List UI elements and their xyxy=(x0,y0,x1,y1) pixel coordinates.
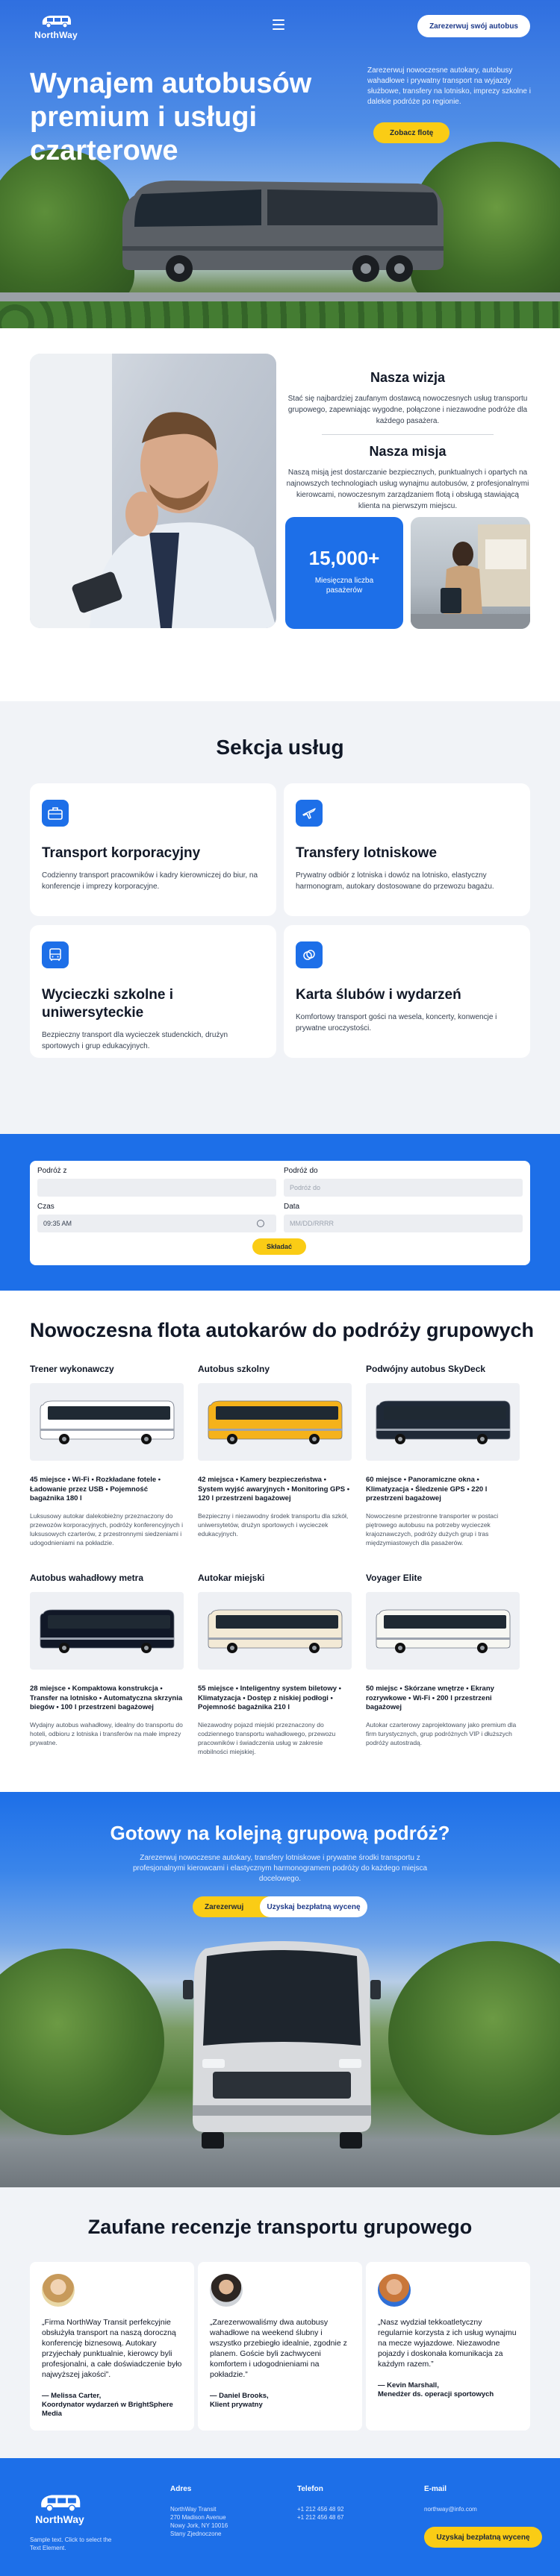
review-author: — Melissa Carter, Koordynator wydarzeń w BrightSphere Media xyxy=(42,2392,173,2418)
service-description: Komfortowy transport gości na wesela, koncerty, konwencje i prywatne uroczystości. xyxy=(296,1013,497,1032)
footer-email-head: E-mail xyxy=(424,2485,447,2493)
logo-text: NorthWay xyxy=(34,29,78,40)
service-title: Wycieczki szkolne i uniwersyteckie xyxy=(42,987,174,1021)
fleet-description: Autokar czarterowy zaprojektowany jako premium dla firm turystycznych, grup podróżnych VIP i dłuższych podróży autostradą. xyxy=(366,1720,517,1746)
fleet-description: Niezawodny pojazd miejski przeznaczony do codziennego transportu wahadłowego, przewozu pracowników i świadczenia usług w zakresie mobilności miejskiej. xyxy=(198,1720,336,1755)
logo[interactable] xyxy=(30,13,82,40)
footer-address-head: Adres xyxy=(170,2485,192,2493)
review-text: „Zarezerwowaliśmy dwa autobusy wahadłowe na weekend ślubny i wszystko przebiegło idealnie, zgodnie z planem. Goście byli zachwyceni komfortem i udogodnieniami na pokładzie.” xyxy=(210,2318,347,2379)
trees-left xyxy=(0,1949,164,2135)
review-card xyxy=(198,2262,362,2431)
review-author: — Daniel Brooks, Klient prywatny xyxy=(210,2392,269,2409)
to-input[interactable] xyxy=(284,1179,523,1197)
cta-title: Gotowy na kolejną grupową podróż? xyxy=(110,1822,450,1844)
fleet-name: Voyager Elite xyxy=(366,1573,423,1583)
footer-address-line: Stany Zjednoczone xyxy=(170,2530,222,2537)
footer-address-line: Nowy Jork, NY 10016 xyxy=(170,2522,228,2529)
fleet-description: Nowoczesne przestronne transporter w postaci piętrowego autobusu na potrzeby wycieczek krajoznawczych, podróży dużych grup i tras międzymiastowych dla pasażerów. xyxy=(366,1511,499,1546)
footer-phone-line[interactable]: +1 212 456 48 92 xyxy=(297,2506,344,2513)
fleet-item[interactable] xyxy=(198,1573,352,1756)
stat-number: 15,000+ xyxy=(308,547,380,569)
mission-title: Nasza misja xyxy=(369,444,447,459)
mission-text: Naszą misją jest dostarczanie bezpiecznych, punktualnych i opartych na najnowszych technologiach usług wynajmu autobusów, z profesjonalnymi kierowcami, nowoczesnym zarządzaniem flotą i obsługą stawiającą klienta na pierwszym miejscu. xyxy=(286,468,529,510)
fleet-specs: 28 miejsce • Kompaktowa konstrukcja • Transfer na lotnisko • Automatyczna skrzynia biegów • 100 l przestrzeni bagażowej xyxy=(30,1685,183,1711)
services-title: Sekcja usług xyxy=(216,736,344,759)
hero-title: Wynajem autobusów premium i usługi czarterowe xyxy=(30,68,312,166)
footer xyxy=(0,2458,560,2576)
fleet-description: Bezpieczny i niezawodny środek transportu dla szkół, uniwersytetów, drużyn sportowych i wycieczek edukacyjnych. xyxy=(198,1511,349,1538)
service-title: Karta ślubów i wydarzeń xyxy=(296,987,461,1003)
fleet-name: Autobus szkolny xyxy=(198,1364,270,1374)
hamburger-menu-icon[interactable] xyxy=(273,19,284,30)
fleet-item[interactable] xyxy=(30,1364,184,1547)
avatar xyxy=(378,2274,411,2307)
clock-icon[interactable] xyxy=(257,1220,264,1227)
top-navigation xyxy=(0,0,560,52)
fleet-bus-image xyxy=(30,1383,184,1461)
fleet-specs: 50 miejsc • Skórzane wnętrze • Ekrany rozrywkowe • Wi-Fi • 200 l przestrzeni bagażowej xyxy=(366,1685,494,1711)
footer-address xyxy=(170,2485,228,2538)
review-card xyxy=(30,2262,194,2431)
fleet-title: Nowoczesna flota autokarów do podróży grupowych xyxy=(30,1319,535,1341)
footer-address-line: NorthWay Transit xyxy=(170,2506,217,2513)
reviews-section xyxy=(0,2187,560,2458)
hero-side xyxy=(367,66,535,143)
from-label: Podróż z xyxy=(37,1167,67,1175)
service-description: Prywatny odbiór z lotniska i dowóz na lotnisko, elastyczny harmonogram, autokary dostosowane do przewozu bagażu. xyxy=(296,871,494,891)
fleet-name: Trener wykonawczy xyxy=(30,1364,114,1374)
footer-phone-line[interactable]: +1 212 456 48 67 xyxy=(297,2514,344,2521)
fleet-bus-image xyxy=(366,1592,520,1670)
footer-phone xyxy=(297,2485,344,2522)
hedge xyxy=(0,301,560,328)
fleet-bus-image xyxy=(198,1592,352,1670)
fleet-description: Wydajny autobus wahadłowy, idealny do transportu do hoteli, odbioru z lotniska i transferów na małe imprezy prywatne. xyxy=(30,1720,183,1746)
booking-form xyxy=(30,1161,530,1265)
fleet-bus-image xyxy=(30,1592,184,1670)
cta-buttons xyxy=(193,1896,367,1917)
vision-title: Nasza wizja xyxy=(370,370,446,385)
bus-icon xyxy=(42,941,69,968)
fleet-name: Podwójny autobus SkyDeck xyxy=(366,1364,486,1374)
fleet-specs: 60 miejsce • Panoramiczne okna • Klimatyzacja • Śledzenie GPS • 220 l przestrzeni bagażowej xyxy=(366,1476,488,1502)
fleet-item[interactable] xyxy=(198,1364,352,1538)
time-input[interactable] xyxy=(37,1215,276,1232)
vision-text: Stać się najbardziej zaufanym dostawcą nowoczesnych usług transportu grupowego, zapewniając wygodne, połączone i niezawodne podróże dla każdego pasażera. xyxy=(287,395,528,425)
passenger-photo xyxy=(411,517,530,629)
vision-mission-text xyxy=(285,361,530,512)
footer-phone-head: Telefon xyxy=(297,2485,323,2493)
avatar xyxy=(42,2274,75,2307)
submit-booking-button[interactable]: Składać xyxy=(252,1238,306,1255)
stat-label: Miesięczna liczba pasażerów xyxy=(314,577,374,595)
hero-section xyxy=(0,0,560,328)
cta-quote-button[interactable]: Uzyskaj bezpłatną wycenę xyxy=(260,1896,367,1917)
service-card-school[interactable] xyxy=(30,925,276,1058)
rings-icon xyxy=(296,941,323,968)
booking-section xyxy=(0,1134,560,1291)
service-card-weddings[interactable] xyxy=(284,925,530,1058)
fleet-description: Luksusowy autokar dalekobieżny przeznaczony do przewozów korporacyjnych, podróży konferencyjnych i luksusowych czarterów, z przestronnymi siedzeniami i udogodnieniami na pokładzie. xyxy=(30,1511,184,1546)
view-fleet-button[interactable]: Zobacz flotę xyxy=(373,122,449,143)
fleet-specs: 42 miejsca • Kamery bezpieczeństwa • System wyjść awaryjnych • Monitoring GPS • 120 l przestrzeni bagażowej xyxy=(198,1476,350,1502)
fleet-bus-image xyxy=(366,1383,520,1461)
trees-right xyxy=(388,1941,560,2135)
fleet-name: Autobus wahadłowy metra xyxy=(30,1573,144,1583)
book-bus-nav-button[interactable]: Zarezerwuj swój autobus xyxy=(417,15,530,37)
plane-icon xyxy=(296,800,323,827)
fleet-specs: 55 miejsce • Inteligentny system biletowy • Klimatyzacja • Dostęp z niskiej podłogi • Pojemność bagażnika 210 l xyxy=(198,1685,341,1711)
review-text: „Firma NorthWay Transit perfekcyjnie obsłużyła transport na naszą doroczną konferencję biznesową. Autokary przyjechały punktualnie, kierowcy byli profesjonalni, a całe doświadczenie było najwyższej jakości”. xyxy=(42,2318,182,2379)
bus-logo-icon xyxy=(40,13,72,29)
divider xyxy=(322,434,494,435)
passenger-stat-card xyxy=(285,517,403,629)
cta-description: Zarezerwuj nowoczesne autokary, transfery lotniskowe i prywatne środki transportu z profesjonalnymi kierowcami i elastycznym harmonogramem podróży do każdego miejsca docelowego. xyxy=(132,1854,428,1883)
to-label: Podróż do xyxy=(284,1167,318,1175)
fleet-item[interactable] xyxy=(366,1364,520,1547)
fleet-item[interactable] xyxy=(366,1573,520,1747)
footer-quote-button[interactable]: Uzyskaj bezpłatną wycenę xyxy=(424,2527,542,2548)
footer-email xyxy=(424,2485,477,2513)
footer-logo-text: NorthWay xyxy=(35,2513,84,2525)
reviews-title: Zaufane recenzje transportu grupowego xyxy=(87,2216,473,2238)
fleet-specs: 45 miejsce • Wi-Fi • Rozkładane fotele • Ładowanie przez USB • Pojemność bagażnika 180 l xyxy=(30,1476,161,1502)
cta-book-button[interactable]: Zarezerwuj xyxy=(193,1896,297,1917)
avatar xyxy=(210,2274,243,2307)
footer-sample-text: Sample text. Click to select the Text Element. xyxy=(30,2536,112,2551)
bus-logo-icon xyxy=(37,2491,82,2513)
hero-bus-image xyxy=(112,173,448,285)
service-description: Codzienny transport pracowników i kadry kierowniczej do biur, na konferencje i imprezy korporacyjne. xyxy=(42,871,258,891)
service-title: Transfery lotniskowe xyxy=(296,845,438,861)
about-section xyxy=(0,328,560,701)
footer-address-line: 270 Madison Avenue xyxy=(170,2514,226,2521)
briefcase-icon xyxy=(42,800,69,827)
hero-description: Zarezerwuj nowoczesne autokary, autobusy wahadłowe i prywatny transport na wyjazdy służbowe, transfery na lotnisko, imprezy szkolne i dalekie podróże po regionie. xyxy=(367,66,531,106)
services-section xyxy=(0,701,560,1134)
time-label: Czas xyxy=(37,1203,55,1211)
from-input[interactable] xyxy=(37,1179,276,1197)
fleet-name: Autokar miejski xyxy=(198,1573,265,1583)
cta-section xyxy=(0,1792,560,2187)
fleet-bus-image xyxy=(198,1383,352,1461)
front-bus-image xyxy=(183,1934,381,2150)
review-card xyxy=(366,2262,530,2431)
service-title: Transport korporacyjny xyxy=(42,845,201,861)
review-author: — Kevin Marshall, Menedżer ds. operacji sportowych xyxy=(378,2381,494,2398)
fleet-section xyxy=(0,1291,560,1792)
service-description: Bezpieczny transport dla wycieczek studenckich, drużyn sportowych i grup edukacyjnych. xyxy=(42,1031,228,1050)
review-text: „Nasz wydział tekkoatletyczny regularnie korzysta z ich usług wynajmu na mecze wyjazdowe. Niezawodne pojazdy i doskonała komunikacja za każdym razem.” xyxy=(378,2318,517,2369)
service-card-airport[interactable] xyxy=(284,783,530,916)
footer-logo[interactable] xyxy=(30,2491,90,2525)
businessman-photo xyxy=(30,354,276,628)
date-label: Data xyxy=(284,1203,300,1211)
fleet-item[interactable] xyxy=(30,1573,184,1747)
date-input[interactable] xyxy=(284,1215,523,1232)
footer-email-link[interactable]: northway@info.com xyxy=(424,2506,477,2513)
service-card-corporate[interactable] xyxy=(30,783,276,916)
